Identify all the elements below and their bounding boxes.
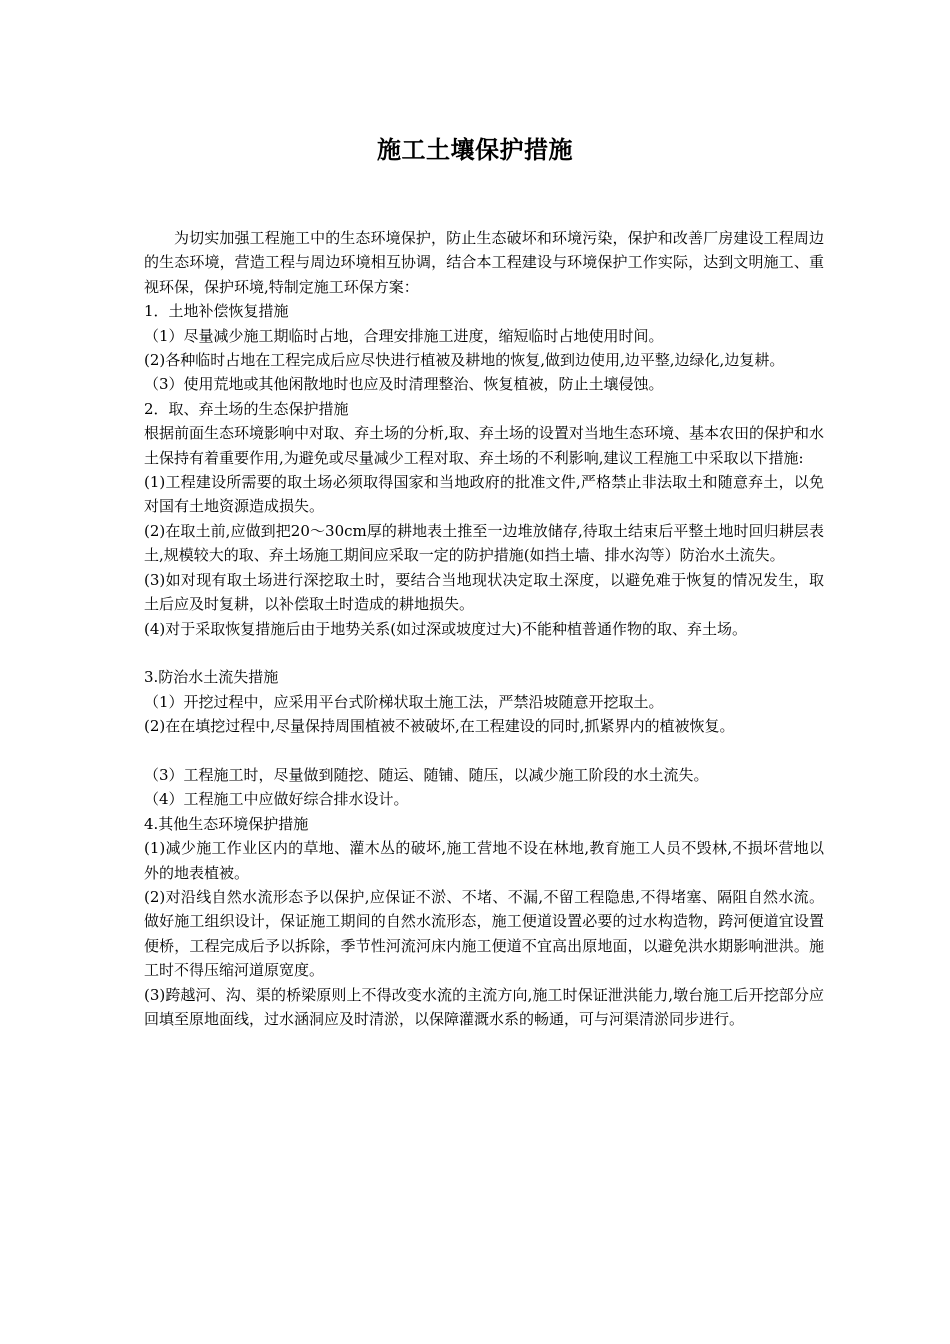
- paragraph-1-1: （1）尽量减少施工期临时占地，合理安排施工进度，缩短临时占地使用时间。: [144, 326, 664, 345]
- section-heading-1: 1．土地补偿恢复措施: [144, 302, 289, 321]
- section-heading-2: 2．取、弃土场的生态保护措施: [144, 399, 349, 418]
- paragraph-4-3: (3)跨越河、沟、渠的桥梁原则上不得改变水流的主流方向,施工时保证泄洪能力,墩台施工后开挖部分应回填至原地面线，过水涵洞应及时清淤，以保障灌溉水系的畅通，可与河渠清淤同步进行。: [144, 985, 824, 1028]
- paragraph-2-3: (3)如对现有取土场进行深挖取土时，要结合当地现状决定取土深度，以避免难于恢复的情况发生，取土后应及时复耕，以补偿取土时造成的耕地损失。: [144, 570, 824, 614]
- section-heading-4: 4.其他生态环境保护措施: [144, 814, 309, 833]
- paragraph-2-intro: 根据前面生态环境影响中对取、弃土场的分析,取、弃土场的设置对当地生态环境、基本农田的保护和水土保持有着重要作用,为避免或尽量减少工程对取、弃土场的不利影响,建议工程施工中采取以下措施:: [144, 424, 824, 467]
- document-body: [144, 226, 824, 1031]
- blank-line: [144, 641, 824, 665]
- paragraph-3-3: （3）工程施工时，尽量做到随挖、随运、随铺、随压，以减少施工阶段的水土流失。: [144, 765, 709, 784]
- intro-paragraph: 为切实加强工程施工中的生态环境保护，防止生态破坏和环境污染，保护和改善厂房建设工程周边的生态环境，营造工程与周边环境相互协调，结合本工程建设与环境保护工作实际，达到文明施工、重视环保，保护环境,特制定施工环保方案：: [144, 229, 824, 296]
- blank-line: [144, 739, 824, 763]
- paragraph-2-4: (4)对于采取恢复措施后由于地势关系(如过深或坡度过大)不能种植普通作物的取、弃土场。: [144, 619, 747, 638]
- paragraph-2-1: (1)工程建设所需要的取土场必须取得国家和当地政府的批准文件,严格禁止非法取土和随意弃土，以免对国有土地资源造成损失。: [144, 473, 824, 516]
- paragraph-3-2: (2)在在填挖过程中,尽量保持周围植被不被破坏,在工程建设的同时,抓紧界内的植被恢复。: [144, 717, 735, 736]
- paragraph-3-4: （4）工程施工中应做好综合排水设计。: [144, 790, 409, 809]
- paragraph-4-1: (1)减少施工作业区内的草地、灌木丛的破坏,施工营地不设在林地,教育施工人员不毁林,不损坏营地以外的地表植被。: [144, 839, 824, 882]
- document-title: 施工土壤保护措施: [377, 135, 573, 164]
- paragraph-3-1: （1）开挖过程中，应采用平台式阶梯状取土施工法，严禁沿坡随意开挖取土。: [144, 692, 664, 711]
- paragraph-4-2: (2)对沿线自然水流形态予以保护,应保证不淤、不堵、不漏,不留工程隐患,不得堵塞、隔阻自然水流。做好施工组织设计，保证施工期间的自然水流形态，施工便道设置必要的过水构造物，跨河便道宜设置便桥，工程完成后予以拆除，季节性河流河床内施工便道不宜高出原地面，以避免洪水期影响泄洪。施工时不得压缩河道原宽度。: [144, 887, 824, 980]
- section-heading-3: 3.防治水土流失措施: [144, 668, 279, 687]
- paragraph-2-2: (2)在取土前,应做到把20～30cm厚的耕地表土推至一边堆放储存,待取土结束后平整土地时回归耕层表土,规模较大的取、弃土场施工期间应采取一定的防护措施(如挡土墙、排水沟等）防治水土流失。: [144, 521, 824, 565]
- paragraph-1-2: (2)各种临时占地在工程完成后应尽快进行植被及耕地的恢复,做到边使用,边平整,边绿化,边复耕。: [144, 351, 785, 370]
- paragraph-1-3: （3）使用荒地或其他闲散地时也应及时清理整治、恢复植被，防止土壤侵蚀。: [144, 375, 664, 394]
